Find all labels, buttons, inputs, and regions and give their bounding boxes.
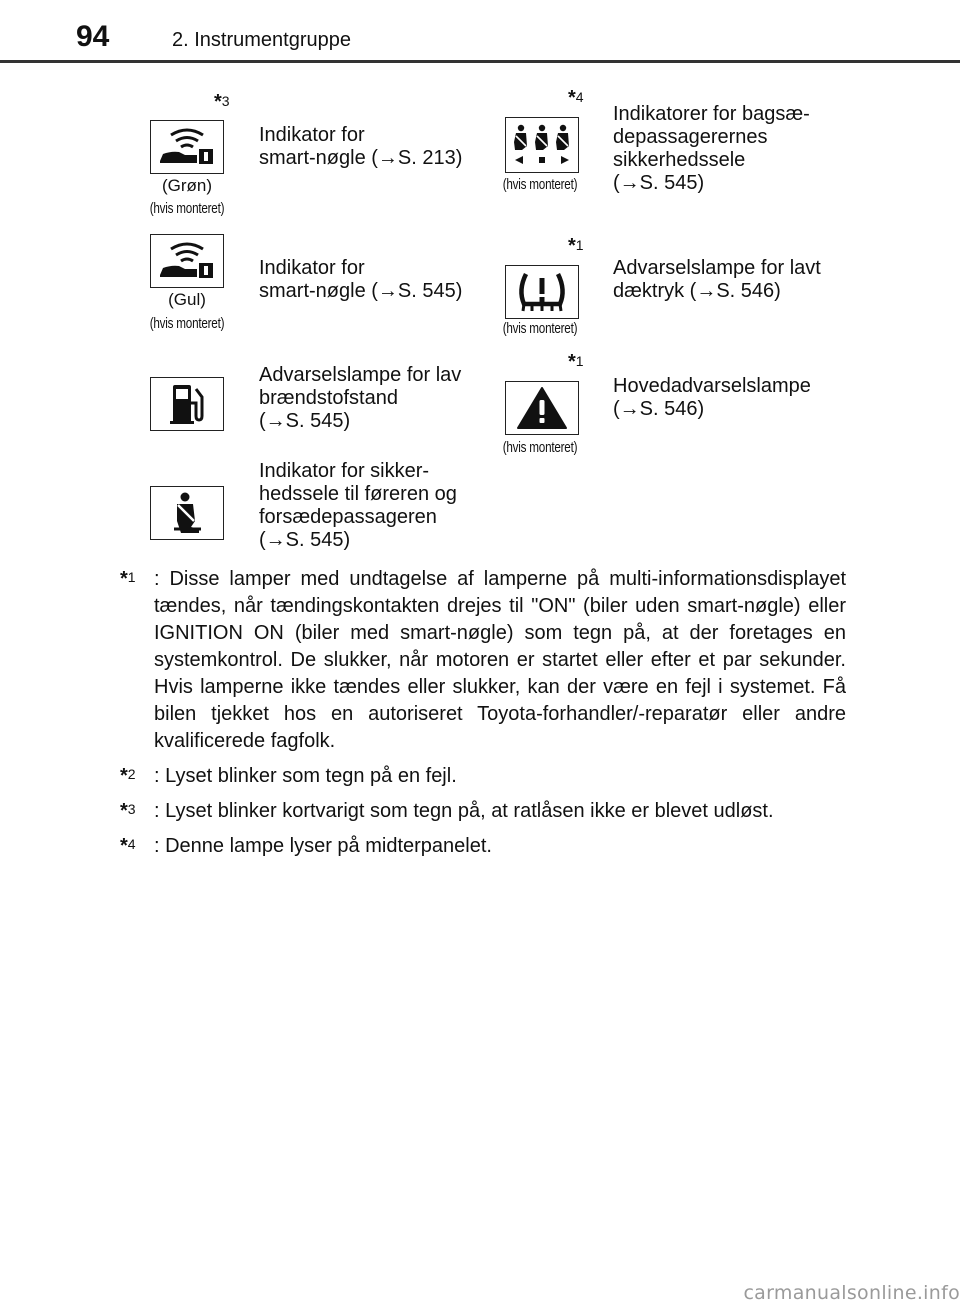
footnote-text: : Lyset blinker kortvarigt som tegn på, at ratlåsen ikke er blevet udløst.	[154, 800, 774, 822]
fitted-note: (hvis monteret)	[149, 315, 225, 332]
indicator-description: Advarselslampe for lav brændstofstand (→S. 545)	[259, 364, 462, 432]
seatbelt-icon	[150, 486, 224, 540]
fitted-note: (hvis monteret)	[149, 200, 225, 217]
warning-triangle-icon	[505, 381, 579, 435]
footnote-1	[120, 566, 846, 755]
page-header	[0, 0, 960, 62]
fuel-pump-icon	[150, 377, 224, 431]
footnote-marker: *$^2$	[120, 765, 136, 787]
fitted-note: (hvis monteret)	[502, 176, 578, 193]
footnote-marker: *$^1$	[568, 351, 584, 373]
footnote-text: : Disse lamper med undtagelse af lamperne på multi-informationsdisplayet tændes, når tændingskontakten drejes til "ON" (biler uden smart-nøgle) eller IGNITION ON (biler med smart-nøgle) som tegn på, at der foretages en systemkontrol. De slukker, når motoren er startet eller efter et par sekunder. Hvis lamperne ikke tændes eller slukker, kan der være en fejl i systemet. Få bilen tjekket hos en autoriseret Toyota-forhandler/-reparatør eller andre kvalificerede fagfolk.	[154, 568, 846, 752]
watermark: carmanualsonline.info	[743, 1282, 960, 1304]
footnotes	[120, 566, 846, 868]
footnote-3	[120, 798, 846, 825]
indicator-description: Indikatorer for bagsæ- depassagerernes sikkerhedssele (→S. 545)	[613, 103, 810, 194]
indicator-description: Indikator for smart-nøgle (→S. 213)	[259, 124, 463, 169]
footnote-text: : Lyset blinker som tegn på en fejl.	[154, 765, 457, 787]
indicator-description: Indikator for smart-nøgle (→S. 545)	[259, 257, 463, 302]
fitted-note: (hvis monteret)	[502, 439, 578, 456]
color-caption: (Grøn)	[161, 176, 213, 195]
smart-key-icon	[150, 234, 224, 288]
footnote-marker: *$^4$	[568, 87, 584, 109]
footnote-2	[120, 763, 846, 790]
indicator-description: Hovedadvarselslampe (→S. 546)	[613, 375, 811, 420]
smart-key-icon	[150, 120, 224, 174]
fitted-note: (hvis monteret)	[502, 320, 578, 337]
footnote-text: : Denne lampe lyser på midterpanelet.	[154, 835, 492, 857]
rear-seatbelt-icon	[505, 117, 579, 173]
footnote-marker: *$^1$	[568, 235, 584, 257]
footnote-marker: *$^1$	[120, 568, 136, 590]
header-rule	[0, 60, 960, 63]
footnote-marker: *$^4$	[120, 835, 136, 857]
footnote-marker: *$^3$	[214, 91, 230, 113]
color-caption: (Gul)	[168, 290, 206, 309]
footnote-marker: *$^3$	[120, 800, 136, 822]
page-number: 94	[76, 20, 110, 53]
tire-pressure-icon	[505, 265, 579, 319]
chapter-title: 2. Instrumentgruppe	[172, 29, 351, 51]
indicator-description: Indikator for sikker- hedssele til føreren og forsædepassageren (→S. 545)	[259, 460, 457, 551]
footnote-4	[120, 833, 846, 860]
indicator-description: Advarselslampe for lavt dæktryk (→S. 546)	[613, 257, 821, 302]
